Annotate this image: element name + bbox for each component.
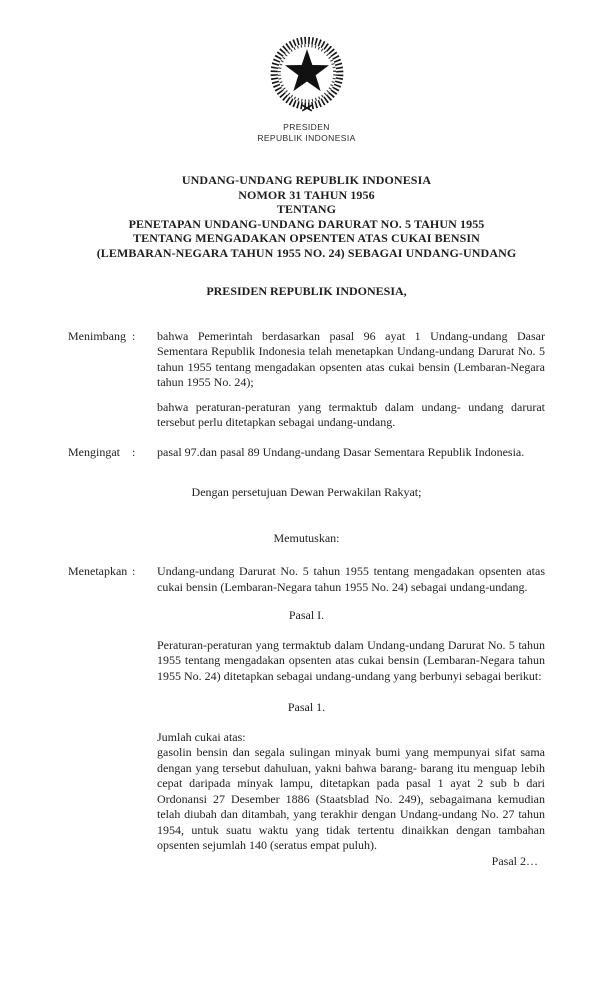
menimbang-label: Menimbang [68, 328, 126, 343]
document-title [68, 173, 545, 260]
menimbang-text [157, 329, 545, 431]
article-1-body [157, 730, 545, 854]
title-line-3: TENTANG [276, 202, 337, 216]
presidential-star-wreath-icon [267, 33, 347, 115]
section-mengingat [68, 445, 545, 461]
letterhead-line-presiden: PRESIDEN [283, 122, 330, 132]
article-roman-1-heading: Pasal I. [288, 608, 325, 622]
title-line-4: PENETAPAN UNDANG-UNDANG DARURAT NO. 5 TAHUN 1955 [128, 216, 485, 231]
menetapkan-colon: : [132, 564, 136, 578]
agreement-line: Dengan persetujuan Dewan Perwakilan Rakyat; [191, 485, 422, 499]
article-1-intro: Jumlah cukai atas: [157, 729, 246, 744]
title-line-1: UNDANG-UNDANG REPUBLIK INDONESIA [181, 173, 432, 187]
letterhead-line-republik-indonesia: REPUBLIK INDONESIA [257, 133, 356, 143]
mengingat-text: pasal 97.dan pasal 89 Undang-undang Dasar Sementara Republik Indonesia. [157, 444, 525, 459]
title-line-6: (LEMBARAN-NEGARA TAHUN 1955 NO. 24) SEBAGAI UNDANG-UNDANG [96, 245, 517, 260]
decision-heading: Memutuskan: [273, 530, 340, 545]
mengingat-colon: : [132, 444, 136, 459]
menimbang-paragraph-2: bahwa peraturan-peraturan yang termaktub dalam undang- undang darurat tersebut perlu ditetapkan sebagai undang-undang. [157, 399, 545, 429]
menetapkan-label: Menetapkan [68, 564, 128, 578]
menetapkan-text: Undang-undang Darurat No. 5 tahun 1955 tentang mengadakan opsenten atas cukai bensin (Lembaran-Negara tahun 1955 No. 24) sebagai undang-undang. [157, 564, 545, 594]
title-line-5: TENTANG MENGADAKAN OPSENTEN ATAS CUKAI BENSIN [133, 231, 480, 245]
section-menimbang [68, 329, 545, 431]
article-1-text: gasolin bensin dan segala sulingan minyak bumi yang mempunyai sifat sama dengan yang tersebut dahuluan, yakni bahwa barang- barang itu menguap lebih cepat daripada minyak lampu, ditetapkan pada pasal 1 ayat 2 sub b dari Ordonansi 27 Desember 1886 (Staatsblad No. 249), sebagaimana kemudian telah diubah dan ditambah, yang terakhir dengan Undang-undang No. 27 tahun 1954, untuk suatu waktu yang tidak tertentu dinaikkan dengan tambahan opsenten sejumlah 140 (seratus empat puluh). [157, 745, 545, 852]
menimbang-paragraph-1: bahwa Pemerintah berdasarkan pasal 96 ayat 1 Undang-undang Dasar Sementara Republik Indonesia telah menetapkan Undang-undang Darurat No. 5 tahun 1955 tentang mengadakan opsenten atas cukai bensin (Lembaran-Negara tahun 1955 No. 24); [157, 328, 545, 389]
section-menetapkan [68, 564, 545, 595]
article-1-heading: Pasal 1. [287, 700, 326, 714]
page-continuation-marker: Pasal 2… [491, 853, 538, 868]
article-roman-1-body: Peraturan-peraturan yang termaktub dalam Undang-undang Darurat No. 5 tahun 1955 tentang mengadakan opsenten atas cukai bensin (Lembaran-Negara tahun 1955 No. 24) ditetapkan sebagai undang-undang yang berbunyi sebagai berikut: [157, 637, 545, 683]
title-line-2: NOMOR 31 TAHUN 1956 [238, 187, 375, 202]
opening-heading: PRESIDEN REPUBLIK INDONESIA, [206, 284, 407, 298]
menimbang-colon: : [132, 328, 136, 343]
letterhead [68, 0, 545, 144]
mengingat-label: Mengingat [68, 444, 120, 459]
